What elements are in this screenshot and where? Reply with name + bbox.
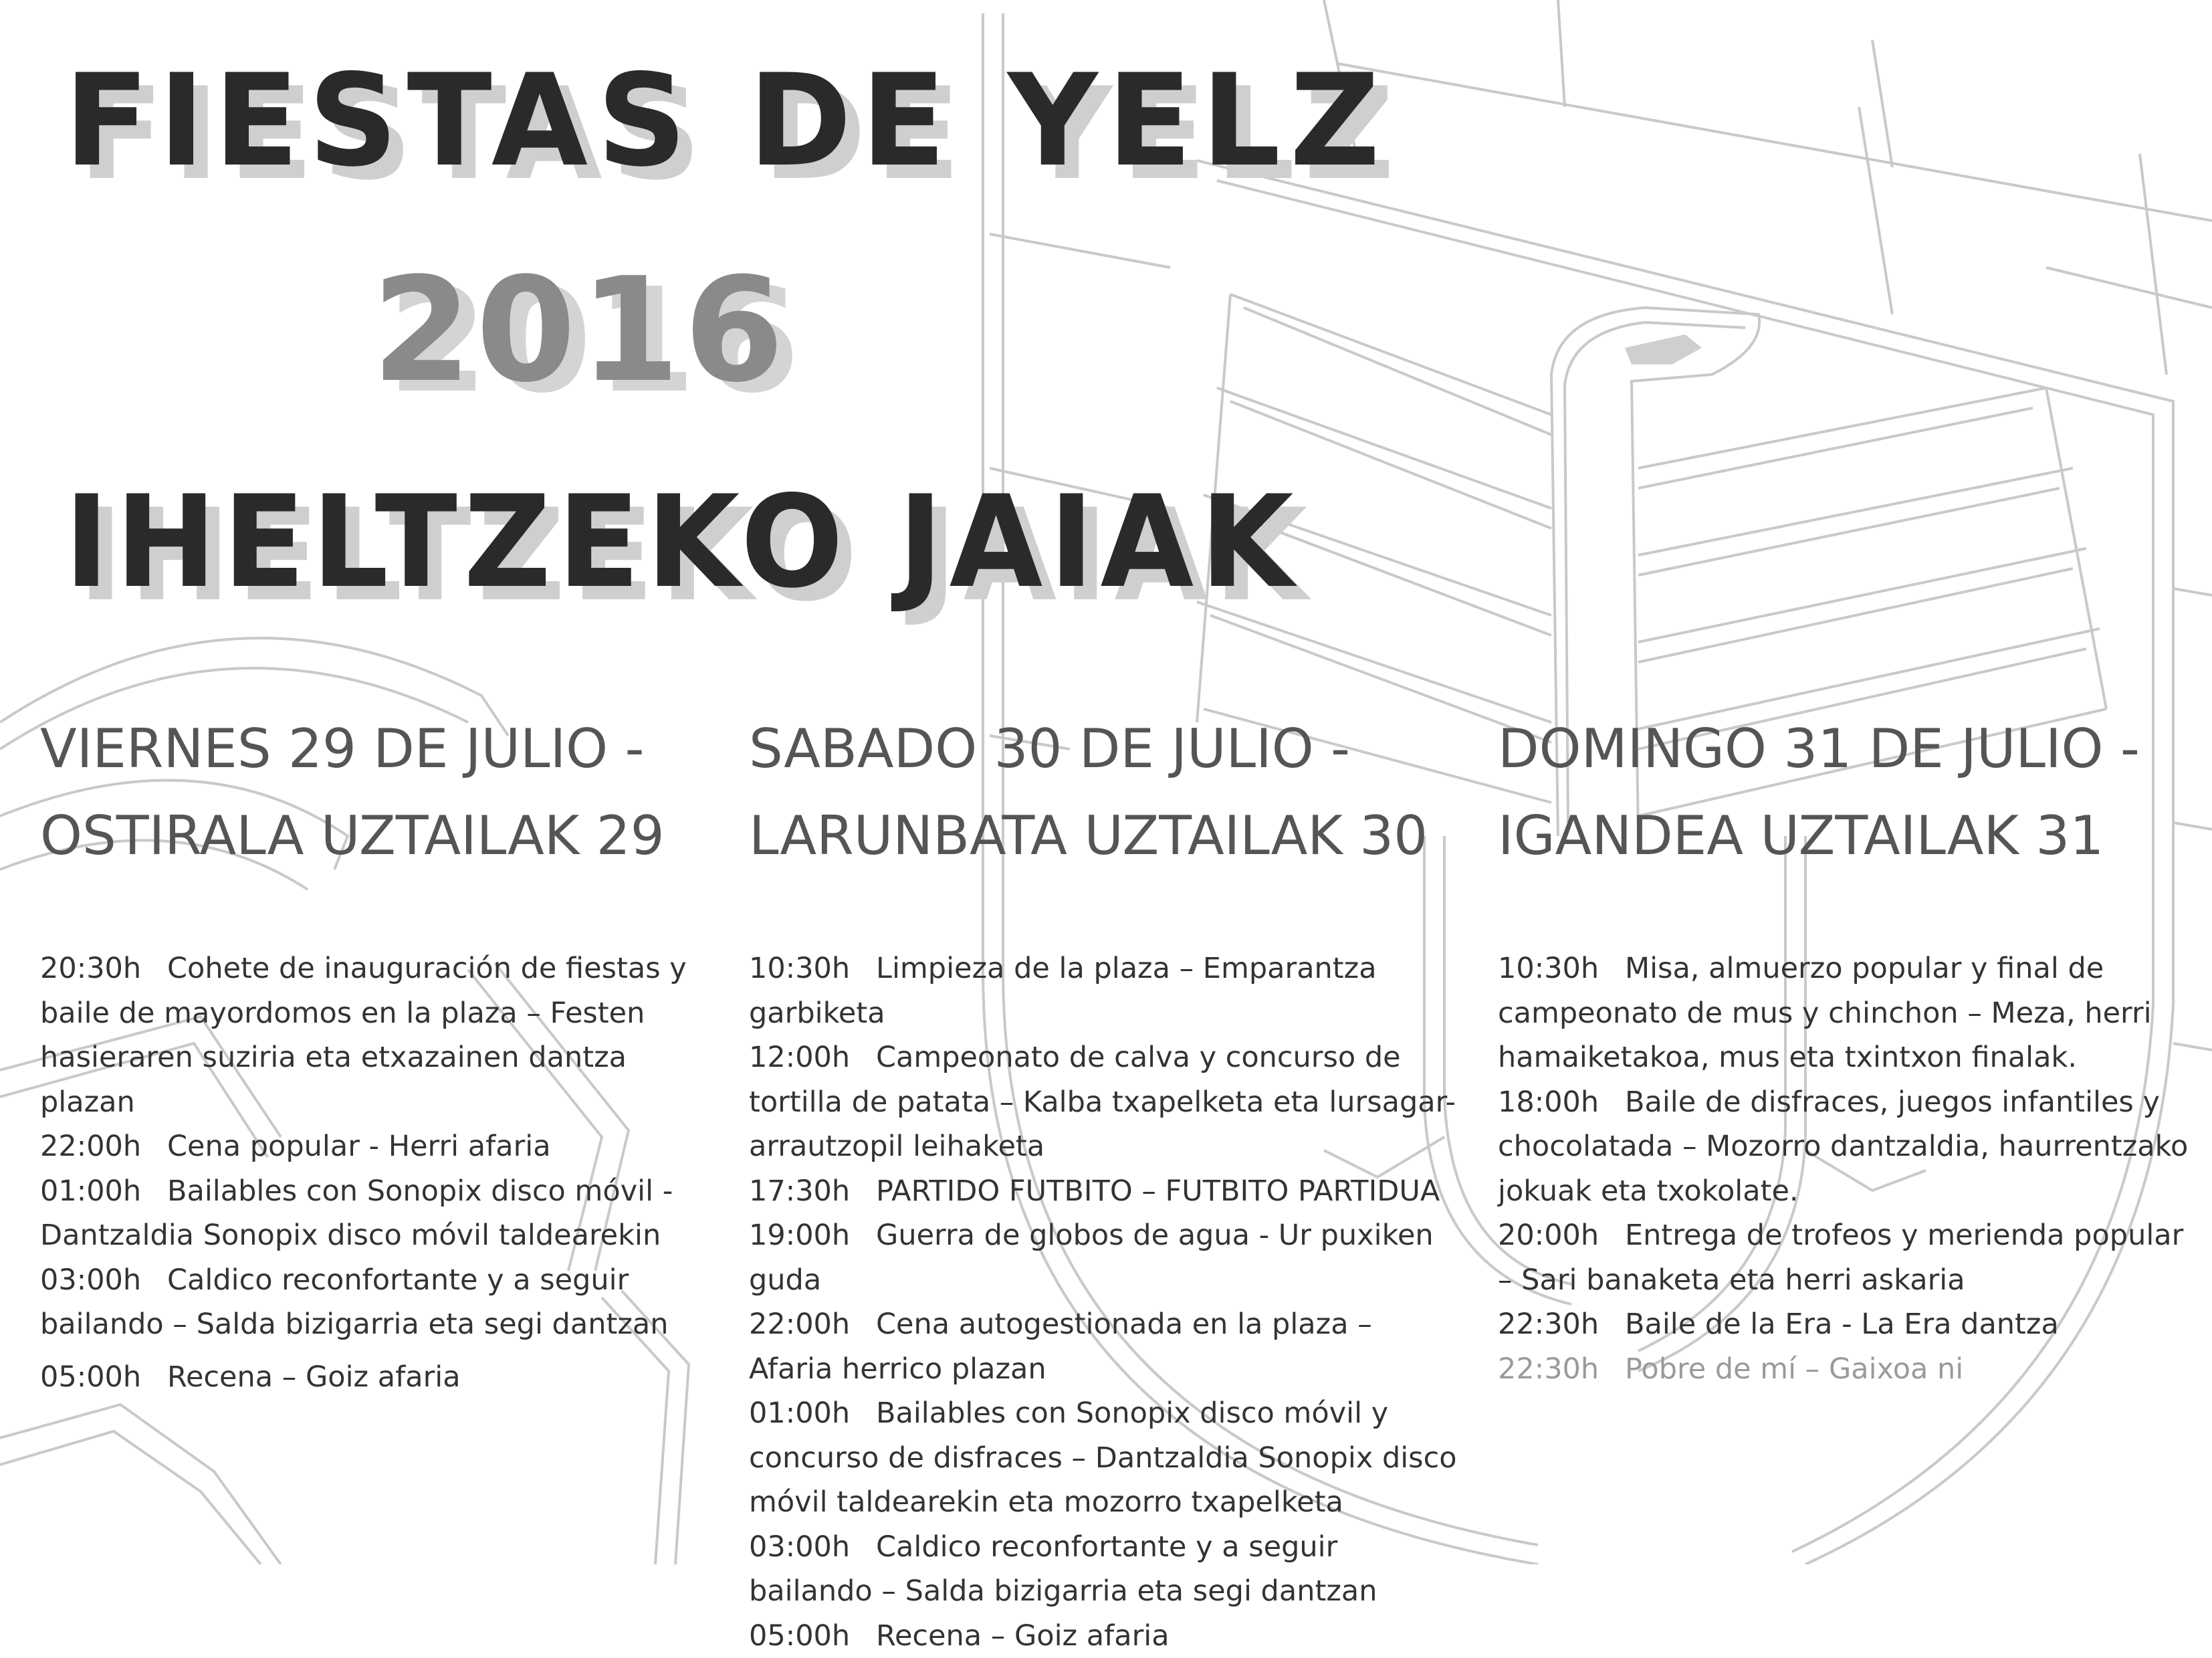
event-time: 03:00h	[749, 1525, 876, 1570]
day-heading-eu: OSTIRALA UZTAILAK 29	[40, 793, 722, 879]
day-heading	[40, 706, 722, 879]
event-time: 03:00h	[40, 1258, 167, 1303]
day-heading-eu: IGANDEA UZTAILAK 31	[1498, 793, 2193, 879]
event-text: Bailables con Sonopix disco móvil - Dantzaldia Sonopix disco móvil taldearekin	[40, 1174, 673, 1253]
title-iheltzeko-jaiak: IHELTZEKO JAIAK	[64, 468, 1300, 616]
event-text: Limpieza de la plaza – Emparantza garbiketa	[749, 952, 1377, 1030]
event-time: 05:00h	[749, 1614, 876, 1658]
event-text: Cena popular - Herri afaria	[167, 1130, 551, 1163]
event-text: Recena – Goiz afaria	[876, 1619, 1170, 1653]
event-time: 17:30h	[749, 1169, 876, 1214]
day-heading-es: SABADO 30 DE JULIO -	[749, 706, 1458, 793]
event-text: Campeonato de calva y concurso de tortilla de patata – Kalba txapelketa eta lursagar-arrautzopil leihaketa	[749, 1041, 1456, 1163]
event-text: Caldico reconfortante y a seguir bailando – Salda bizigarria eta segi dantzan	[749, 1530, 1377, 1609]
event-item	[1498, 946, 2193, 1080]
day-heading	[749, 706, 1458, 879]
event-text: Cena autogestionada en la plaza – Afaria herrico plazan	[749, 1308, 1372, 1386]
event-list	[749, 946, 1458, 1658]
event-item	[1498, 1347, 2193, 1392]
event-item	[40, 1258, 722, 1347]
event-item	[40, 1169, 722, 1258]
event-item	[749, 1035, 1458, 1169]
event-time: 10:30h	[749, 946, 876, 991]
event-list	[1498, 946, 2193, 1391]
event-time: 22:00h	[40, 1124, 167, 1169]
event-time: 19:00h	[749, 1213, 876, 1258]
event-text: Caldico reconfortante y a seguir bailando – Salda bizigarria eta segi dantzan	[40, 1263, 669, 1342]
event-text: PARTIDO FUTBITO – FUTBITO PARTIDUA	[876, 1174, 1440, 1208]
event-text: Baile de disfraces, juegos infantiles y chocolatada – Mozorro dantzaldia, haurrentzako jokuak eta txokolate.	[1498, 1085, 2188, 1208]
event-item	[1498, 1213, 2193, 1302]
day-heading	[1498, 706, 2193, 879]
event-time: 22:30h	[1498, 1347, 1625, 1392]
event-item	[749, 1169, 1458, 1214]
event-item	[749, 1213, 1458, 1302]
event-text: Bailables con Sonopix disco móvil y concurso de disfraces – Dantzaldia Sonopix disco móvil taldearekin eta mozorro txapelketa	[749, 1396, 1457, 1519]
event-item	[749, 1302, 1458, 1391]
event-time: 20:00h	[1498, 1213, 1625, 1258]
event-time: 10:30h	[1498, 946, 1625, 991]
event-item	[749, 1525, 1458, 1614]
day-column-friday	[40, 706, 722, 1399]
event-item	[1498, 1302, 2193, 1347]
event-time: 01:00h	[40, 1169, 167, 1214]
event-text: Pobre de mí – Gaixoa ni	[1625, 1352, 1963, 1386]
event-text: Guerra de globos de agua - Ur puxiken guda	[749, 1219, 1434, 1297]
event-time: 01:00h	[749, 1391, 876, 1436]
event-text: Cohete de inauguración de fiestas y baile de mayordomos en la plaza – Festen hasieraren suziria eta etxazainen dantza plazan	[40, 952, 687, 1119]
title-year: 2016	[372, 246, 788, 414]
event-time: 22:30h	[1498, 1302, 1625, 1347]
day-heading-eu: LARUNBATA UZTAILAK 30	[749, 793, 1458, 879]
event-list	[40, 946, 722, 1399]
event-item	[749, 1391, 1458, 1525]
event-time: 12:00h	[749, 1035, 876, 1080]
day-heading-es: DOMINGO 31 DE JULIO -	[1498, 706, 2193, 793]
event-item	[40, 1124, 722, 1169]
day-column-sunday	[1498, 706, 2193, 1391]
event-item	[749, 1614, 1458, 1658]
event-time: 20:30h	[40, 946, 167, 991]
event-time: 05:00h	[40, 1355, 167, 1400]
event-text: Recena – Goiz afaria	[167, 1360, 461, 1394]
event-item	[40, 1355, 722, 1400]
event-item	[40, 946, 722, 1124]
event-text: Misa, almuerzo popular y final de campeonato de mus y chinchon – Meza, herri hamaiketakoa, mus eta txintxon finalak.	[1498, 952, 2152, 1074]
event-time: 22:00h	[749, 1302, 876, 1347]
event-item	[749, 946, 1458, 1035]
day-heading-es: VIERNES 29 DE JULIO -	[40, 706, 722, 793]
event-time: 18:00h	[1498, 1080, 1625, 1125]
event-item	[1498, 1080, 2193, 1214]
event-text: Entrega de trofeos y merienda popular – Sari banaketa eta herri askaria	[1498, 1219, 2183, 1297]
event-text: Baile de la Era - La Era dantza	[1625, 1308, 2059, 1341]
title-fiestas-de-yelz: FIESTAS DE YELZ	[64, 47, 1389, 195]
day-column-saturday	[749, 706, 1458, 1658]
